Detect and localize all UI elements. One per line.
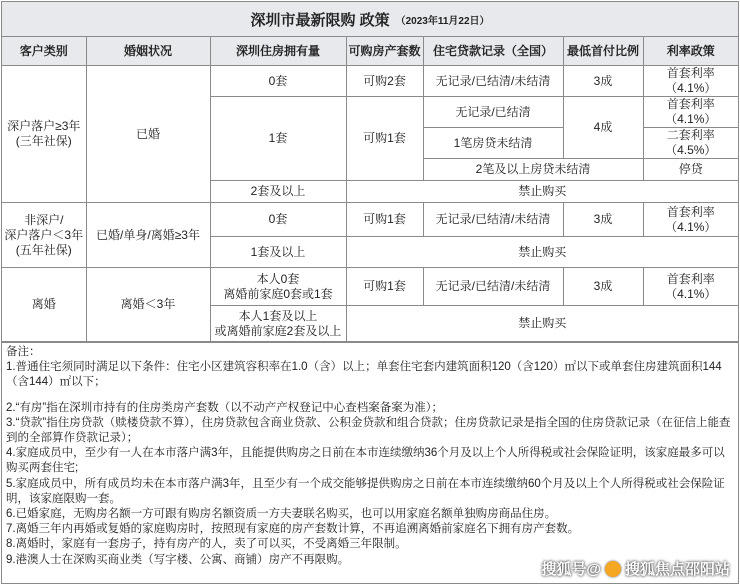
header-allowed: 可购房产套数	[346, 37, 423, 66]
table-row	[2, 268, 738, 306]
rate-cell: 首套利率 （4.1%）	[643, 268, 738, 306]
note-item: 1.普通住宅须同时满足以下条件：住宅小区建筑容积率在1.0（含）以上；单套住宅套内建筑面积120（含120）㎡以下或单套住房建筑面积144（含144）㎡以下；	[6, 361, 722, 389]
marriage-cell: 已婚	[86, 66, 210, 203]
note-item: 7.离婚三年内再婚或复婚的家庭购房时，按照现有家庭的房产套数计算，不再追溯离婚前家庭名下拥有房产套数。	[6, 523, 580, 536]
allowed-cell: 可购1套	[346, 97, 423, 181]
rate-cell: 停贷	[643, 159, 738, 181]
note-item: 9.港澳人士在深购买商业类（写字楼、公寓、商铺）房产不再限购。	[6, 553, 350, 566]
notes-section	[2, 342, 738, 568]
header-rate: 利率政策	[643, 37, 738, 66]
loan-cell: 无记录/已结清/未结清	[423, 66, 563, 97]
down-payment-cell: 3成	[563, 66, 643, 97]
rate-cell: 首套利率 （4.1%）	[643, 66, 738, 97]
note-item: 8.离婚时，家庭有一套房子，持有房产的人，卖了可以买，不受离婚三年限制。	[6, 538, 407, 551]
note-item: 2.“有房”指在深圳市持有的住房类房产套数（以不动产产权登记中心查档案备案为准）；	[6, 401, 443, 414]
header-owned: 深圳住房拥有量	[210, 37, 346, 66]
owned-cell: 2套及以上	[210, 181, 346, 203]
rate-cell: 二套利率 （4.5%）	[643, 128, 738, 159]
note-item: 6.已婚家庭，无购房名额一方可跟有购房名额资质一方夫妻联名购买，也可以用家庭名额单独购房商品住房。	[6, 508, 557, 521]
client-type-cell: 深户落户≥3年 (三年社保)	[2, 66, 86, 203]
ban-cell: 禁止购买	[346, 181, 738, 203]
policy-table	[2, 37, 738, 342]
watermark	[541, 558, 730, 579]
page-title: 深圳市最新限购 政策	[250, 11, 390, 29]
allowed-cell: 可购1套	[346, 203, 423, 237]
note-item: 4.家庭成员中，至少有一人在本市落户满3年，且能提供购房之日前在本市连续缴纳36个月及以上个人所得税或社会保险证明，该家庭最多可以购买两套住宅;	[6, 447, 725, 475]
note-item: 3.“贷款”指住房贷款（赎楼贷款不算），住房贷款包含商业贷款、公积金贷款和组合贷款；住房贷款记录是指全国的住房贷款记录（在征信上能查到的全部算作贷款记录）；	[6, 416, 731, 445]
header-down-payment: 最低首付比例	[563, 37, 643, 66]
owned-cell: 本人1套及以上 或离婚前家庭2套及以上	[210, 306, 346, 342]
header-marriage: 婚姻状况	[86, 37, 210, 66]
watermark-prefix: 搜狐号@	[541, 561, 601, 578]
down-payment-cell: 3成	[563, 203, 643, 237]
watermark-account: 搜狐焦点邵阳站	[624, 561, 730, 578]
table-row	[2, 66, 738, 97]
header-client-type: 客户类别	[2, 37, 86, 66]
header-row	[2, 37, 738, 66]
client-type-cell: 离婚	[2, 268, 86, 342]
allowed-cell: 可购2套	[346, 66, 423, 97]
loan-cell: 无记录/已结清/未结清	[423, 203, 563, 237]
owned-cell: 0套	[210, 66, 346, 97]
title-date: （2023年11月22日）	[395, 15, 490, 27]
rate-cell: 首套利率 （4.1%）	[643, 97, 738, 128]
owned-cell: 0套	[210, 203, 346, 237]
title-bar	[2, 2, 738, 37]
ban-cell: 禁止购买	[346, 237, 738, 268]
allowed-cell: 可购1套	[346, 268, 423, 306]
loan-cell: 1笔房贷未结清	[423, 128, 563, 159]
owned-cell: 1套	[210, 97, 346, 181]
down-payment-cell: 4成	[563, 97, 643, 159]
marriage-cell: 离婚＜3年	[86, 268, 210, 342]
notes-heading: 备注：	[6, 346, 41, 358]
marriage-cell: 已婚/单身/离婚≥3年	[86, 203, 210, 268]
sohu-logo-icon	[605, 561, 621, 577]
header-loan: 住宅贷款记录（全国）	[423, 37, 563, 66]
owned-cell: 1套及以上	[210, 237, 346, 268]
client-type-cell: 非深户/ 深户落户＜3年 (五年社保)	[2, 203, 86, 268]
loan-cell: 无记录/已结清/未结清	[423, 268, 563, 306]
loan-cell: 无记录/已结清	[423, 97, 563, 128]
rate-cell: 首套利率 （4.1%）	[643, 203, 738, 237]
policy-sheet	[1, 1, 739, 584]
ban-cell: 禁止购买	[346, 306, 738, 342]
loan-cell: 2笔及以上房贷未结清	[423, 159, 643, 181]
table-row	[2, 203, 738, 237]
owned-cell: 本人0套 离婚前家庭0套或1套	[210, 268, 346, 306]
note-item: 5.家庭成员中，所有成员均未在本市落户满3年，且至少有一个成交能够提供购房之日前在本市连续缴纳60个月及以上个人所得税或社会保险证明，该家庭限购一套。	[6, 477, 725, 505]
down-payment-cell: 3成	[563, 268, 643, 306]
